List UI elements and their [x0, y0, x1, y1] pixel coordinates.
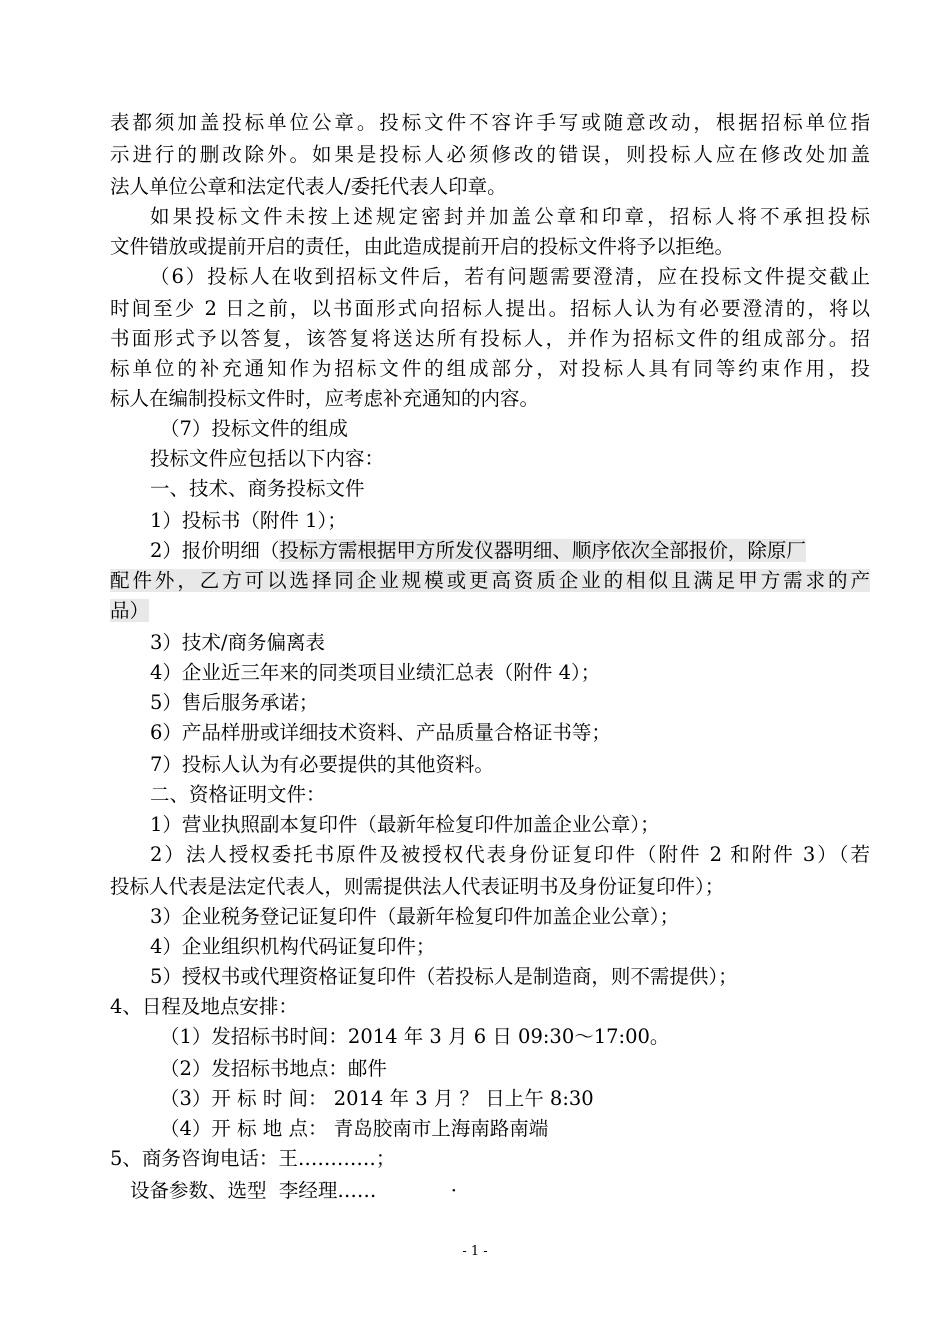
list-item: 5）授权书或代理资格证复印件（若投标人是制造商，则不需提供）；	[150, 965, 738, 988]
paragraph-line: 标人在编制投标文件时，应考虑补充通知的内容。	[110, 387, 540, 410]
highlighted-text: 配件外，乙方可以选择同企业规模或更高资质企业的相似且满足甲方需求的产	[110, 569, 870, 592]
schedule-item: （4）开 标 地 点： 青岛胶南市上海南路南端	[160, 1117, 549, 1140]
list-item: 1）营业执照副本复印件（最新年检复印件加盖企业公章）；	[150, 813, 660, 836]
section-heading: 4、日程及地点安排：	[110, 995, 298, 1018]
paragraph-line: 表都须加盖投标单位公章。投标文件不容许手写或随意改动，根据招标单位指	[110, 111, 870, 134]
highlighted-text: 投标方需根据甲方所发仪器明细、顺序依次全部报价，除原厂	[279, 539, 806, 562]
list-item: 2）法人授权委托书原件及被授权代表身份证复印件（附件 2 和附件 3）（若	[150, 843, 870, 866]
list-item: 3）企业税务登记证复印件（最新年检复印件加盖企业公章）；	[150, 905, 680, 928]
paragraph-line: 时间至少 2 日之前，以书面形式向招标人提出。招标人认为有必要澄清的，将以	[110, 297, 870, 320]
list-item: 7）投标人认为有必要提供的其他资料。	[150, 753, 494, 776]
list-item: 4）企业近三年来的同类项目业绩汇总表（附件 4）；	[150, 661, 601, 684]
list-item	[150, 535, 870, 567]
schedule-item: （2）发招标书地点：邮件	[160, 1057, 387, 1080]
list-item: 1）投标书（附件 1）；	[150, 509, 347, 532]
paragraph-line: 标单位的补充通知作为招标文件的组成部分，对投标人具有同等约束作用，投	[110, 357, 870, 380]
paragraph-line: （6）投标人在收到招标文件后，若有问题需要澄清，应在投标文件提交截止	[150, 265, 870, 288]
highlighted-text: 品）	[110, 599, 150, 622]
section-heading: 5、商务咨询电话：王…………；	[110, 1147, 396, 1170]
section-heading: （7）投标文件的组成	[160, 417, 348, 440]
paragraph-line: 投标人代表是法定代表人，则需提供法人代表证明书及身份证复印件）；	[110, 875, 725, 898]
paragraph-line: 投标文件应包括以下内容：	[150, 447, 385, 470]
paragraph-line: 法人单位公章和法定代表人/委托代表人印章。	[110, 175, 507, 198]
list-item: 5）售后服务承诺；	[150, 691, 319, 714]
contact-line: 设备参数、选型 李经理…… ·	[130, 1179, 457, 1202]
section-heading: 二、资格证明文件：	[150, 783, 326, 806]
paragraph-line: 示进行的删改除外。如果是投标人必须修改的错误，则投标人应在修改处加盖	[110, 143, 870, 166]
list-item-label: 2）报价明细（	[150, 539, 280, 562]
schedule-item: （1）发招标书时间：2014 年 3 月 6 日 09:30～17:00。	[160, 1025, 670, 1048]
paragraph-line	[110, 595, 870, 627]
paragraph-line: 如果投标文件未按上述规定密封并加盖公章和印章，招标人将不承担投标	[150, 205, 870, 228]
section-heading: 一、技术、商务投标文件	[150, 477, 365, 500]
list-item: 3）技术/商务偏离表	[150, 631, 325, 654]
list-item: 6）产品样册或详细技术资料、产品质量合格证书等；	[150, 721, 611, 744]
page-number: - 1 -	[462, 1244, 488, 1259]
paragraph-line: 书面形式予以答复，该答复将送达所有投标人，并作为招标文件的组成部分。招	[110, 327, 870, 350]
paragraph-line: 文件错放或提前开启的责任，由此造成提前开启的投标文件将予以拒绝。	[110, 235, 735, 258]
schedule-item: （3）开 标 时 间： 2014 年 3 月 ？ 日上午 8:30	[160, 1087, 594, 1110]
list-item: 4）企业组织机构代码证复印件；	[150, 935, 436, 958]
highlighted-line	[110, 565, 870, 597]
